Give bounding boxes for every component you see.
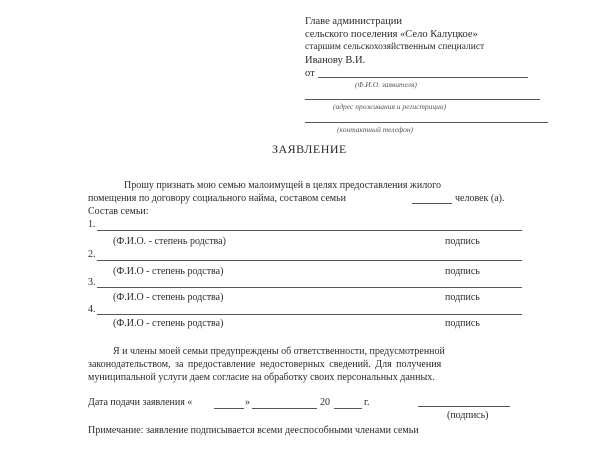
date-year-line (334, 408, 362, 409)
member-4-signature-caption: подпись (445, 318, 480, 329)
caption-fio: (Ф.И.О. заявителя) (355, 80, 417, 89)
applicant-signature-line (418, 406, 510, 407)
consent-line-1: Я и члены моей семьи предупреждены об ответственности, предусмотренной (113, 346, 445, 357)
member-1-fio-caption: (Ф.И.О. - степень родства) (113, 236, 226, 247)
date-month-line (252, 408, 317, 409)
addressee-line-1: Главе администрации (305, 16, 403, 27)
addressee-line-2: сельского поселения «Село Калуцкое» (305, 29, 478, 40)
request-line-3: Состав семьи: (88, 206, 149, 217)
footnote: Примечание: заявление подписывается всеми дееспособными членами семьи (88, 425, 419, 436)
member-3-number: 3. (88, 277, 96, 288)
member-2-number: 2. (88, 249, 96, 260)
member-1-number: 1. (88, 219, 96, 230)
date-day-line (214, 408, 244, 409)
member-4-number: 4. (88, 304, 96, 315)
member-2-signature-caption: подпись (445, 266, 480, 277)
member-4-line (97, 314, 522, 315)
member-1-line (97, 230, 522, 231)
document-title: ЗАЯВЛЕНИЕ (272, 142, 347, 156)
request-line-1: Прошу признать мою семью малоимущей в целях предоставления жилого (124, 180, 442, 191)
date-year-suffix: г. (364, 397, 370, 408)
caption-phone: (контактный телефон) (337, 125, 414, 134)
date-year-prefix: 20 (320, 397, 330, 408)
phone-line (305, 122, 548, 123)
date-label: Дата подачи заявления « (88, 397, 193, 408)
member-2-fio-caption: (Ф.И.О - степень родства) (113, 266, 224, 277)
member-3-fio-caption: (Ф.И.О - степень родства) (113, 292, 224, 303)
request-line-2a: помещения по договору социального найма, составом семьи (88, 193, 347, 204)
addressee-line-4: Иванову В.И. (305, 55, 366, 66)
address-line (305, 99, 540, 100)
member-3-signature-caption: подпись (445, 292, 480, 303)
member-3-line (97, 287, 522, 288)
consent-line-2: законодательством, за предоставление недостоверных сведений. Для получения (88, 359, 442, 370)
member-1-signature-caption: подпись (445, 236, 480, 247)
from-prefix: от (305, 68, 315, 79)
date-quote-close: » (245, 397, 250, 408)
signature-caption: (подпись) (447, 410, 489, 421)
family-count-line (412, 203, 452, 204)
addressee-line-3: старшим сельскохозяйственным специалист (305, 42, 485, 52)
member-4-fio-caption: (Ф.И.О - степень родства) (113, 318, 224, 329)
consent-line-3: муниципальной услуги даем согласие на обработку своих персональных данных. (88, 372, 435, 383)
caption-address: (адрес проживания и регистрации) (333, 102, 447, 111)
from-fio-line (318, 77, 528, 78)
request-line-2b: человек (а). (455, 193, 505, 204)
member-2-line (97, 260, 522, 261)
